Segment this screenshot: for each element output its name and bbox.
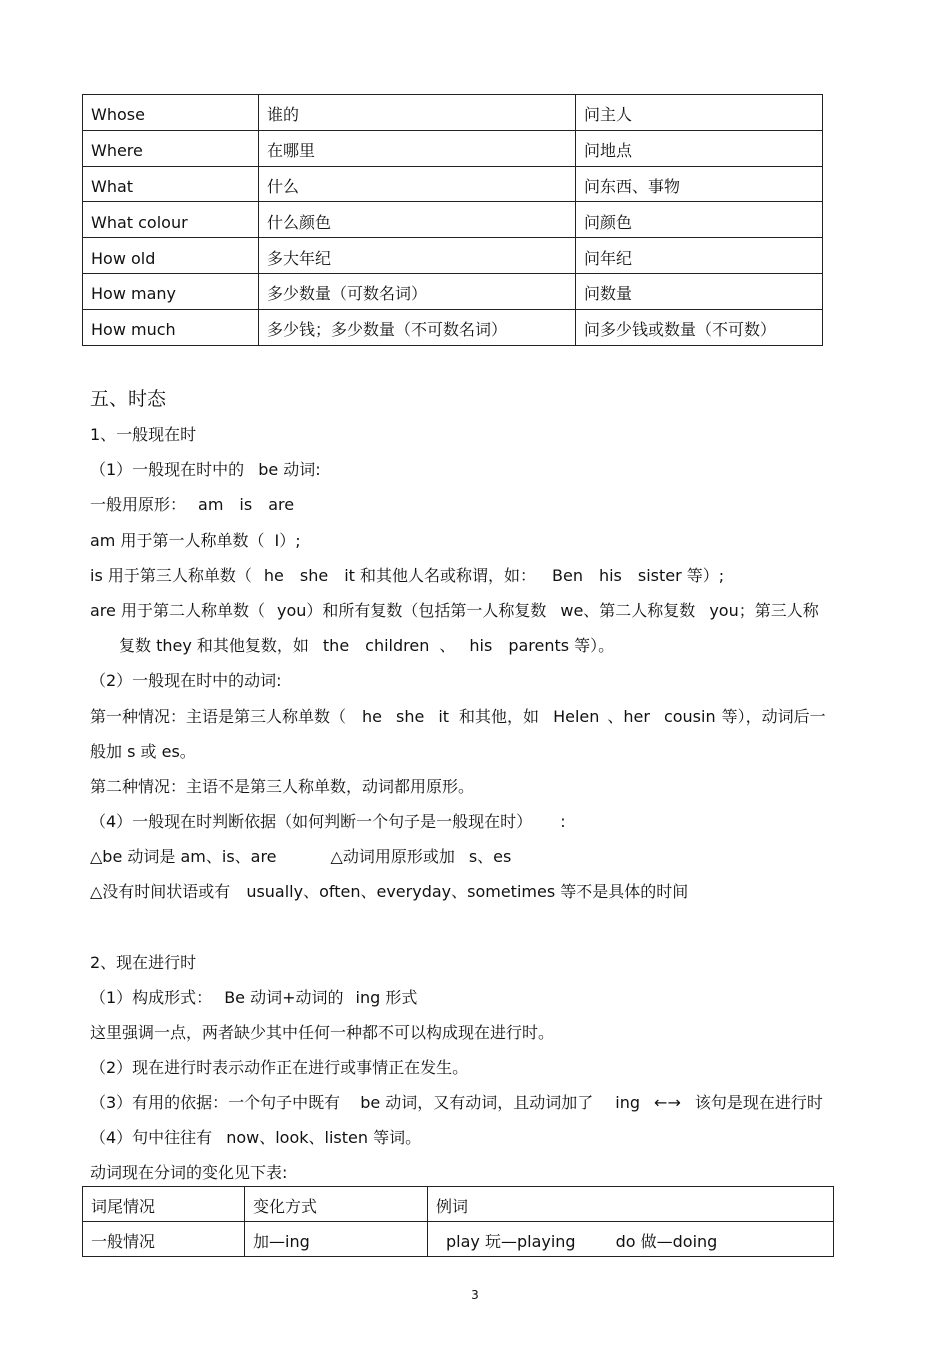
text: 等），动词后一 xyxy=(721,707,826,726)
text: ing 形式 xyxy=(355,988,418,1007)
present-participle-table xyxy=(82,1186,834,1257)
subsection-title-present-simple: 1、一般现在时 xyxy=(90,425,197,444)
text: she xyxy=(396,707,425,726)
text: be 动词: xyxy=(258,460,321,479)
paragraph: （2）一般现在时中的动词: xyxy=(90,671,282,690)
text: 、 xyxy=(439,636,456,655)
paragraph xyxy=(90,988,417,1008)
table-cell-usage: 问年纪 xyxy=(576,238,823,274)
table-header-row xyxy=(83,1187,834,1222)
text: be 动词，又有动词，且动词加了 xyxy=(360,1093,594,1112)
table-cell-meaning: 多大年纪 xyxy=(259,238,576,274)
text: 、her xyxy=(607,707,650,726)
text: you）和所有复数（包括第一人称复数 xyxy=(276,601,547,620)
paragraph: （2）现在进行时表示动作正在进行或事情正在发生。 xyxy=(90,1058,469,1077)
table-row xyxy=(83,309,823,345)
text: s、es xyxy=(468,847,512,866)
text: parents 等）。 xyxy=(508,636,615,655)
text: （3）有用的依据：一个句子中既有 xyxy=(90,1093,341,1112)
text: is xyxy=(239,495,253,514)
table-cell-meaning: 多少数量（可数名词） xyxy=(259,273,576,309)
text: he xyxy=(263,566,284,585)
table-row xyxy=(83,273,823,309)
paragraph xyxy=(90,531,301,551)
table-row xyxy=(83,130,823,166)
table-cell-usage: 问地点 xyxy=(576,130,823,166)
table-cell-usage: 问主人 xyxy=(576,95,823,131)
text: his xyxy=(598,566,622,585)
paragraph: 这里强调一点，两者缺少其中任何一种都不可以构成现在进行时。 xyxy=(90,1023,555,1042)
table-cell-usage: 问数量 xyxy=(576,273,823,309)
text: （1）构成形式： xyxy=(90,988,213,1007)
paragraph: 般加 s 或 es。 xyxy=(90,742,196,761)
table-cell: 一般情况 xyxy=(83,1222,245,1257)
text: am 用于第一人称单数（ xyxy=(90,531,265,550)
text: you；第三人称 xyxy=(709,601,819,620)
table-cell-meaning: 谁的 xyxy=(259,95,576,131)
text: play 玩—playing xyxy=(446,1232,576,1251)
table-cell-word: What colour xyxy=(83,202,259,238)
question-words-table xyxy=(82,94,823,346)
text: （4）句中往往有 xyxy=(90,1128,213,1147)
table-row xyxy=(83,202,823,238)
text: is 用于第三人称单数（ xyxy=(90,566,252,585)
text: am xyxy=(198,495,224,514)
table-row xyxy=(83,166,823,202)
text: △be 动词是 am、is、are xyxy=(90,847,277,866)
text: （1）一般现在时中的 xyxy=(90,460,245,479)
paragraph xyxy=(90,882,688,902)
table-cell: 加—ing xyxy=(245,1222,428,1257)
paragraph xyxy=(90,495,294,515)
paragraph: 动词现在分词的变化见下表: xyxy=(90,1163,288,1182)
text: Be 动词+动词的 xyxy=(224,988,344,1007)
text: usually、often、everyday、sometimes 等不是具体的时间 xyxy=(246,882,689,901)
paragraph xyxy=(90,1128,421,1148)
text: the xyxy=(322,636,350,655)
text: 一般用原形： xyxy=(90,495,187,514)
text: △没有时间状语或有 xyxy=(90,882,231,901)
table-cell-meaning: 多少钱；多少数量（不可数名词） xyxy=(259,309,576,345)
text: he xyxy=(362,707,382,726)
table-cell-word: How much xyxy=(83,309,259,345)
text: （4）一般现在时判断依据（如何判断一个句子是一般现在时） xyxy=(90,812,533,831)
text: we、第二人称复数 xyxy=(560,601,696,620)
page-number: 3 xyxy=(471,1288,479,1302)
table-cell-word: Where xyxy=(83,130,259,166)
paragraph xyxy=(90,1093,823,1113)
text: now、look、listen 等词。 xyxy=(226,1128,422,1147)
table-cell-word: Whose xyxy=(83,95,259,131)
table-cell-usage: 问多少钱或数量（不可数） xyxy=(576,309,823,345)
text: are xyxy=(268,495,295,514)
paragraph xyxy=(90,566,724,586)
subsection-title-present-continuous: 2、现在进行时 xyxy=(90,953,197,972)
text: : xyxy=(560,812,566,831)
text: Ben xyxy=(552,566,583,585)
text: 和其他，如 xyxy=(459,707,540,726)
text: cousin xyxy=(663,707,716,726)
text: 该句是现在进行时 xyxy=(694,1093,823,1112)
paragraph xyxy=(90,460,321,480)
text: ing xyxy=(615,1093,641,1112)
paragraph xyxy=(90,812,566,832)
table-cell-usage: 问东西、事物 xyxy=(576,166,823,202)
table-cell-usage: 问颜色 xyxy=(576,202,823,238)
text: it 和其他人名或称谓，如： xyxy=(344,566,536,585)
table-header-cell: 变化方式 xyxy=(245,1187,428,1222)
table-cell xyxy=(428,1222,834,1257)
table-cell-word: How many xyxy=(83,273,259,309)
text: children xyxy=(365,636,430,655)
paragraph xyxy=(90,601,819,621)
text: she xyxy=(299,566,329,585)
text: are 用于第二人称单数（ xyxy=(90,601,265,620)
paragraph xyxy=(90,847,511,867)
table-cell-word: What xyxy=(83,166,259,202)
section-heading: 五、时态 xyxy=(90,388,167,410)
table-row xyxy=(83,95,823,131)
text: △动词用原形或加 xyxy=(330,847,455,866)
text: 复数 they 和其他复数，如 xyxy=(119,636,309,655)
table-header-cell: 例词 xyxy=(428,1187,834,1222)
table-header-cell: 词尾情况 xyxy=(83,1187,245,1222)
table-row xyxy=(83,238,823,274)
table-cell-meaning: 在哪里 xyxy=(259,130,576,166)
text: sister 等）; xyxy=(637,566,725,585)
text: ←→ xyxy=(654,1093,681,1112)
text: his xyxy=(469,636,493,655)
text: it xyxy=(438,707,450,726)
text: do 做—doing xyxy=(615,1232,718,1251)
text: I）; xyxy=(274,531,301,550)
table-cell-word: How old xyxy=(83,238,259,274)
paragraph xyxy=(90,707,826,727)
paragraph: 第二种情况：主语不是第三人称单数，动词都用原形。 xyxy=(90,777,475,796)
text: Helen xyxy=(553,707,600,726)
table-cell-meaning: 什么 xyxy=(259,166,576,202)
table-row xyxy=(83,1222,834,1257)
text: 第一种情况：主语是第三人称单数（ xyxy=(90,707,347,726)
paragraph xyxy=(119,636,614,656)
table-cell-meaning: 什么颜色 xyxy=(259,202,576,238)
